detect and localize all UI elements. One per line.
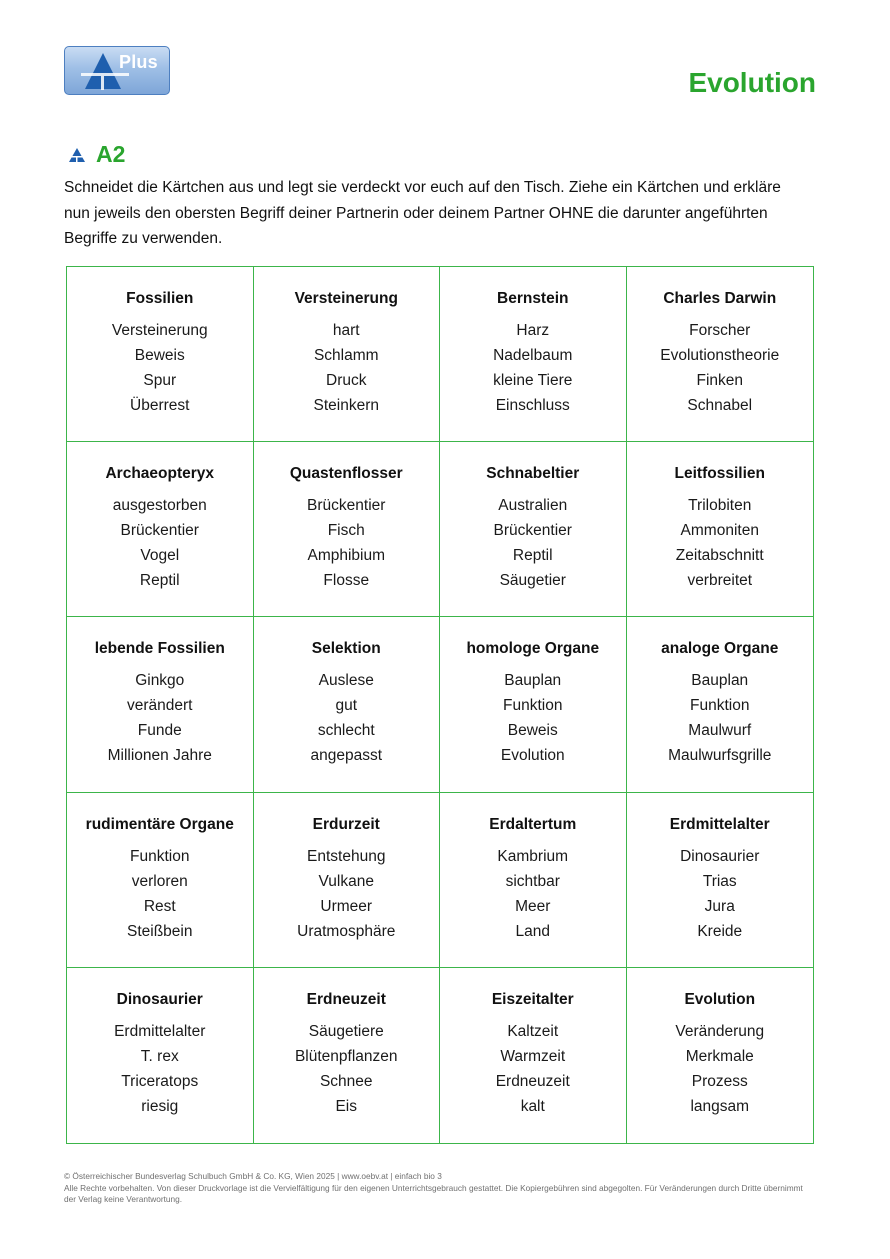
- forbidden-term: ausgestorben: [112, 497, 207, 515]
- forbidden-term: Land: [515, 922, 550, 940]
- forbidden-term: Schlamm: [313, 347, 379, 364]
- term-card: [67, 267, 254, 442]
- forbidden-term: Kreide: [697, 922, 743, 940]
- forbidden-term: Vulkane: [318, 872, 374, 890]
- forbidden-term: Beweis: [134, 347, 185, 364]
- triangle-marker-icon: [68, 147, 86, 163]
- forbidden-term: Zeitabschnitt: [675, 547, 764, 565]
- forbidden-term: Beweis: [507, 722, 558, 740]
- forbidden-term: Entstehung: [307, 847, 386, 865]
- forbidden-term: gut: [335, 697, 358, 715]
- forbidden-term: Meer: [515, 897, 551, 915]
- forbidden-term: Druck: [326, 372, 367, 389]
- card-title: Schnabeltier: [486, 465, 580, 483]
- forbidden-term: Schnee: [319, 1072, 373, 1090]
- forbidden-term: Brückentier: [307, 497, 386, 515]
- forbidden-term: kalt: [520, 1097, 545, 1115]
- footer-rights: Alle Rechte vorbehalten. Von dieser Druckvorlage ist die Vervielfältigung für den eigenen Unterrichtsgebrauch gestattet. Die Kopiergebühren sind abgegolten. Für Veränderungen durch Dritte übernimmt der Verlag keine Verantwortung.: [64, 1182, 803, 1204]
- forbidden-term: Eis: [335, 1097, 358, 1115]
- card-title: Erdaltertum: [489, 815, 577, 833]
- forbidden-term: Flosse: [323, 572, 370, 590]
- card-grid: [66, 266, 814, 1144]
- forbidden-term: Harz: [516, 322, 550, 339]
- forbidden-term: Nadelbaum: [493, 347, 573, 364]
- term-card: [67, 442, 254, 617]
- card-title: Versteinerung: [294, 290, 398, 307]
- forbidden-term: Fisch: [327, 522, 365, 540]
- forbidden-term: verändert: [127, 697, 193, 715]
- card-title: Dinosaurier: [116, 990, 203, 1008]
- forbidden-term: sichtbar: [505, 872, 560, 890]
- term-card: [440, 267, 627, 442]
- forbidden-term: Auslese: [318, 672, 374, 690]
- forbidden-term: Dinosaurier: [680, 847, 760, 865]
- forbidden-term: Trias: [702, 872, 737, 890]
- forbidden-term: Funktion: [690, 697, 750, 715]
- forbidden-term: Erdmittelalter: [114, 1022, 206, 1040]
- forbidden-term: Warmzeit: [500, 1047, 566, 1065]
- forbidden-term: Forscher: [689, 322, 751, 339]
- task-heading: [68, 141, 125, 168]
- card-title: Erdurzeit: [312, 815, 380, 833]
- forbidden-term: Einschluss: [495, 397, 570, 414]
- card-title: Charles Darwin: [663, 290, 777, 307]
- forbidden-term: Rest: [143, 897, 176, 915]
- card-title: Fossilien: [126, 290, 194, 307]
- footer-copyright: © Österreichischer Bundesverlag Schulbuch GmbH & Co. KG, Wien 2025 | www.oebv.at | einfach bio 3: [64, 1171, 442, 1181]
- forbidden-term: Funktion: [130, 847, 190, 865]
- forbidden-term: schlecht: [317, 722, 375, 740]
- forbidden-term: Überrest: [130, 397, 190, 414]
- forbidden-term: Vogel: [140, 547, 180, 565]
- forbidden-term: Kaltzeit: [507, 1022, 559, 1040]
- forbidden-term: Finken: [696, 372, 744, 389]
- term-card: [67, 617, 254, 792]
- term-card: [254, 617, 441, 792]
- forbidden-term: Schnabel: [687, 397, 753, 414]
- document-title: Evolution: [688, 67, 816, 98]
- forbidden-term: Maulwurf: [688, 722, 752, 740]
- forbidden-term: Säugetiere: [308, 1022, 384, 1040]
- card-title: Archaeopteryx: [105, 465, 215, 483]
- card-title: lebende Fossilien: [94, 640, 225, 658]
- forbidden-term: Kambrium: [497, 847, 569, 865]
- forbidden-term: langsam: [690, 1097, 750, 1115]
- term-card: [440, 968, 627, 1143]
- forbidden-term: Urmeer: [320, 897, 373, 915]
- card-title: Leitfossilien: [674, 465, 765, 483]
- forbidden-term: Funktion: [503, 697, 563, 715]
- forbidden-term: verloren: [131, 872, 188, 890]
- forbidden-term: Australien: [498, 497, 568, 515]
- term-card: [627, 267, 814, 442]
- card-title: rudimentäre Organe: [85, 815, 234, 833]
- card-title: Selektion: [311, 640, 381, 658]
- forbidden-term: Steinkern: [313, 397, 379, 414]
- forbidden-term: Amphibium: [307, 547, 386, 565]
- forbidden-term: Bauplan: [691, 672, 749, 690]
- forbidden-term: riesig: [141, 1097, 179, 1115]
- card-title: analoge Organe: [661, 640, 779, 658]
- forbidden-term: Prozess: [691, 1072, 748, 1090]
- task-instructions: Schneidet die Kärtchen aus und legt sie verdeckt vor euch auf den Tisch. Ziehe ein Kärtchen und erkläre nun jeweils den obersten Begriff deiner Partnerin oder deinem Partner OHNE die darunter angeführten Begriffe zu verwenden.: [64, 179, 781, 247]
- term-card: [67, 793, 254, 968]
- card-title: Erdmittelalter: [669, 815, 770, 833]
- card-title: Erdneuzeit: [306, 990, 386, 1008]
- card-title: Bernstein: [497, 290, 569, 307]
- term-card: [254, 968, 441, 1143]
- term-card: [627, 793, 814, 968]
- forbidden-term: Säugetier: [499, 572, 566, 590]
- forbidden-term: Bauplan: [504, 672, 562, 690]
- logo-label: Plus: [119, 52, 158, 72]
- term-card: [627, 442, 814, 617]
- forbidden-term: Millionen Jahre: [107, 747, 212, 765]
- forbidden-term: Maulwurfsgrille: [668, 747, 772, 765]
- forbidden-term: Versteinerung: [111, 322, 208, 339]
- forbidden-term: Evolutionstheorie: [660, 347, 780, 364]
- forbidden-term: Spur: [143, 372, 177, 389]
- forbidden-term: Triceratops: [121, 1072, 199, 1090]
- forbidden-term: angepasst: [310, 747, 383, 765]
- forbidden-term: Merkmale: [685, 1047, 754, 1065]
- term-card: [627, 617, 814, 792]
- card-title: homologe Organe: [466, 640, 600, 658]
- forbidden-term: Brückentier: [493, 522, 572, 540]
- term-card: [440, 442, 627, 617]
- forbidden-term: Erdneuzeit: [495, 1072, 570, 1090]
- forbidden-term: Trilobiten: [688, 497, 752, 515]
- card-title: Quastenflosser: [289, 465, 403, 483]
- forbidden-term: Veränderung: [675, 1022, 765, 1040]
- term-card: [627, 968, 814, 1143]
- forbidden-term: T. rex: [140, 1047, 179, 1065]
- forbidden-term: verbreitet: [687, 572, 753, 590]
- term-card: [254, 442, 441, 617]
- card-title: Evolution: [684, 990, 756, 1008]
- forbidden-term: Blütenpflanzen: [294, 1047, 398, 1065]
- forbidden-term: Evolution: [500, 747, 565, 765]
- term-card: [67, 968, 254, 1143]
- forbidden-term: Jura: [704, 897, 735, 915]
- forbidden-term: Steißbein: [127, 922, 193, 940]
- forbidden-term: Uratmosphäre: [297, 922, 396, 940]
- forbidden-term: Ginkgo: [135, 672, 185, 690]
- footer: [64, 1171, 804, 1206]
- plus-logo: [64, 46, 170, 95]
- card-title: Eiszeitalter: [491, 990, 574, 1008]
- term-card: [440, 617, 627, 792]
- term-card: [254, 793, 441, 968]
- forbidden-term: Funde: [137, 722, 182, 740]
- task-label: A2: [96, 141, 126, 167]
- term-card: [254, 267, 441, 442]
- forbidden-term: Reptil: [139, 572, 180, 590]
- term-card: [440, 793, 627, 968]
- forbidden-term: hart: [332, 322, 360, 339]
- forbidden-term: Reptil: [512, 547, 553, 565]
- forbidden-term: kleine Tiere: [493, 372, 573, 389]
- forbidden-term: Brückentier: [120, 522, 199, 540]
- forbidden-term: Ammoniten: [680, 522, 759, 540]
